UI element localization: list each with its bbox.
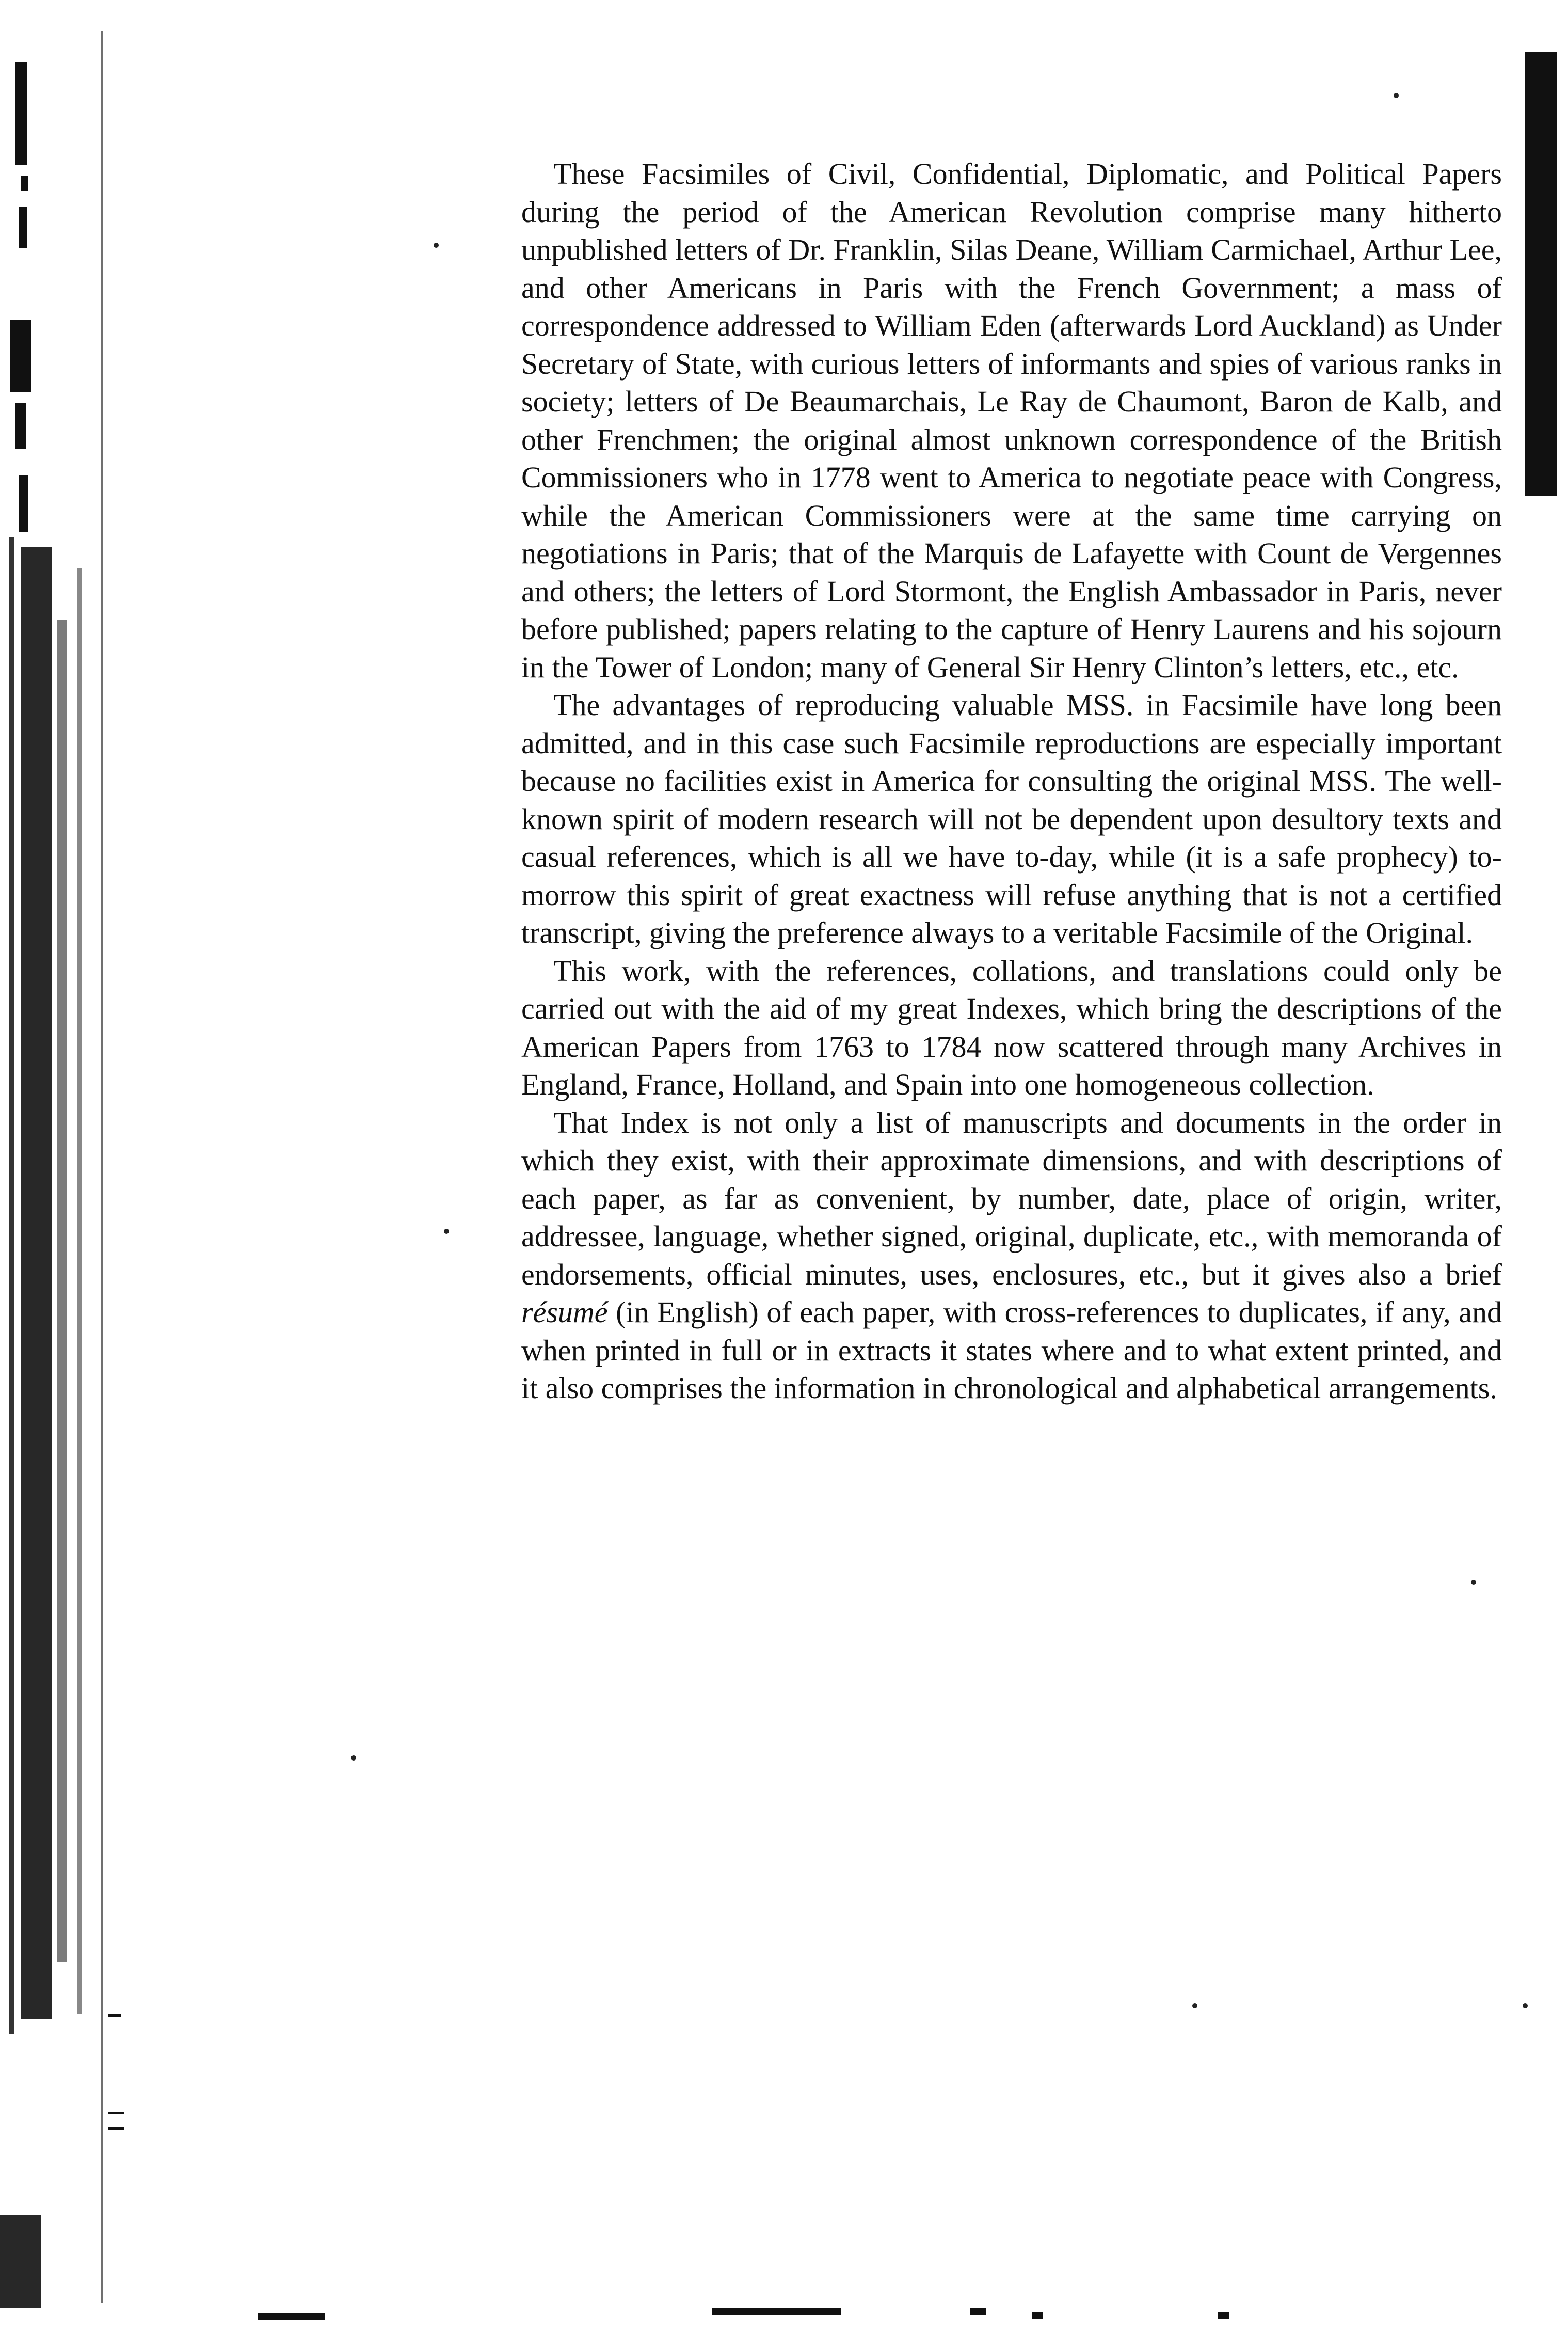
scan-speck [351,1755,356,1761]
scan-speck [1523,2003,1528,2008]
paragraph-4-text-b: (in English) of each paper, with cross-references to duplicates, if any, and when printed in full or in extracts it states where and to what extent printed, and it also comprises the information in chronological and alphabetical arrangements. [521,1295,1502,1405]
paragraph-2-text: The advantages of reproducing valuable MSS. in Facsimile have long been admitted, and in this case such Facsimile reproductions are especially important because no facilities exist in America for consulting the original MSS. The well-known spirit of modern research will not be dependent upon desultory texts and casual references, which is all we have to-day, while (it is a safe prophecy) to-morrow this spirit of great exactness will refuse anything that is not a certified transcript, giving the preference always to a veritable Facsimile of the Original. [521,688,1502,949]
scan-right-bar [1525,52,1557,496]
scan-speck [1192,2003,1197,2008]
scan-left-edge [0,0,108,2346]
scan-speck [444,1229,449,1234]
paragraph-3 [521,952,1502,1104]
resume-word: résumé [521,1295,608,1329]
paragraph-3-text: This work, with the references, collations, and translations could only be carried out with the aid of my great Indexes, which bring the descriptions of the American Papers from 1763 to 1784 now scattered through many Archives in England, France, Holland, and Spain into one homogeneous collection. [521,954,1502,1101]
paragraph-4-text-a: That Index is not only a list of manuscripts and documents in the order in which they exist, with their approximate dimensions, and with descriptions of each paper, as far as convenient, by number, date, place of origin, writer, addressee, language, whether signed, original, duplicate, etc., with memoranda of endorsements, official minutes, uses, enclosures, etc., but it gives also a brief [521,1105,1502,1291]
scan-speck [1471,1580,1476,1585]
paragraph-4 [521,1104,1502,1407]
scan-speck [434,243,439,248]
paragraph-2 [521,686,1502,952]
paragraph-1-text: These Facsimiles of Civil, Confidential, Diplomatic, and Political Papers during the period of the American Revolution comprise many hitherto unpublished letters of Dr. Franklin, Silas Deane, William Carmichael, Arthur Lee, and other Americans in Paris with the French Government; a mass of correspondence addressed to William Eden (afterwards Lord Auckland) as Under Secretary of State, with curious letters of informants and spies of various ranks in society; letters of De Beaumarchais, Le Ray de Chaumont, Baron de Kalb, and other Frenchmen; the original almost unknown correspondence of the British Commissioners who in 1778 went to America to negotiate peace with Congress, while the American Commissioners were at the same time carrying on negotiations in Paris; that of the Marquis de Lafayette with Count de Vergennes and others; the letters of Lord Stormont, the English Ambassador in Paris, never before published; papers relating to the capture of Henry Laurens and his sojourn in the Tower of London; many of General Sir Henry Clinton’s letters, etc., etc. [521,157,1502,684]
scan-speck [1394,93,1399,98]
paragraph-1 [521,155,1502,686]
body-text [521,155,1502,1407]
